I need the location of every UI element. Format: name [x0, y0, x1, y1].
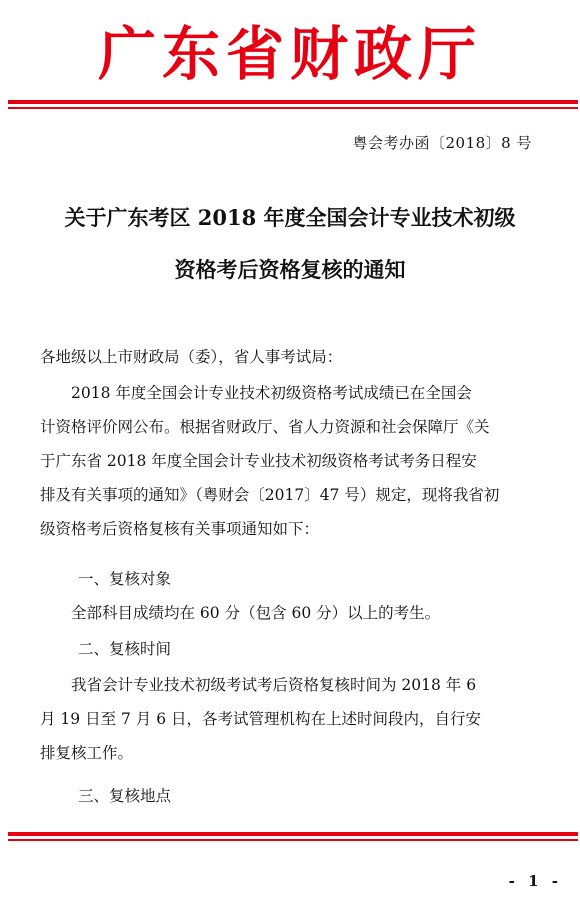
document-title-line-2: 资格考后资格复核的通知	[174, 257, 406, 282]
section-line: 我省会计专业技术初级考试考后资格复核时间为 2018 年 6	[40, 676, 477, 694]
document-title-line-1: 关于广东考区 2018 年度全国会计专业技术初级	[64, 205, 516, 230]
intro-line: 排及有关事项的通知》（粤财会〔2017〕47 号）规定，现将我省初	[40, 486, 500, 504]
header-red-rule-thin	[8, 107, 578, 109]
section-heading: 一、复核对象	[78, 570, 172, 588]
section-line: 月 19 日至 7 月 6 日，各考试管理机构在上述时间段内，自行安	[40, 710, 482, 728]
intro-line: 2018 年度全国会计专业技术初级资格考试成绩已在全国会	[40, 384, 472, 402]
section-heading: 二、复核时间	[78, 640, 172, 658]
page-number: - 1 -	[508, 872, 562, 890]
header-red-rule-thick	[8, 100, 578, 104]
footer-red-rule-thick	[8, 832, 578, 836]
agency-masthead: 广东省财政厅	[97, 20, 482, 88]
intro-line: 计资格评价网公布。根据省财政厅、省人力资源和社会保障厅《关	[40, 418, 490, 436]
section-heading: 三、复核地点	[78, 787, 172, 805]
intro-line: 级资格考后资格复核有关事项通知如下：	[40, 520, 320, 538]
footer-red-rule-thin	[8, 839, 578, 841]
document-number: 粤会考办函〔2018〕8 号	[352, 134, 532, 152]
salutation: 各地级以上市财政局（委），省人事考试局：	[40, 348, 343, 366]
section-line: 全部科目成绩均在 60 分（包含 60 分）以上的考生。	[40, 604, 441, 622]
section-line: 排复核工作。	[40, 744, 134, 762]
intro-line: 于广东省 2018 年度全国会计专业技术初级资格考试考务日程安	[40, 452, 477, 470]
